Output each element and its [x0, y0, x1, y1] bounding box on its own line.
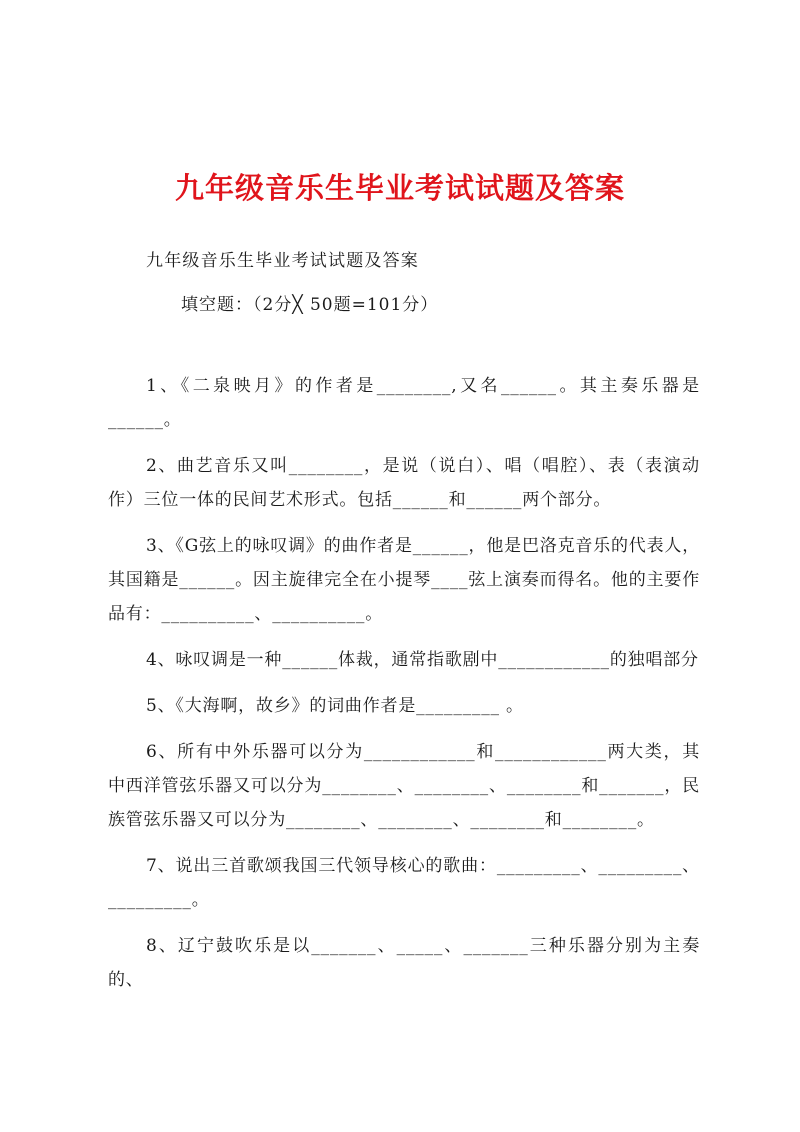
- question-item: [108, 929, 700, 997]
- section-heading: 填空题：（2分╳ 50题=101分）: [181, 295, 439, 315]
- question-text: 3、《G弦上的咏叹调》的曲作者是______，他是巴洛克音乐的代表人，其国籍是______。因主旋律完全在小提琴____弦上演奏而得名。他的主要作品有：__________、__________。: [108, 536, 700, 624]
- question-text: 5、《大海啊，故乡》的词曲作者是_________ 。: [146, 696, 524, 716]
- question-text: 6、所有中外乐器可以分为____________和____________两大类，其中西洋管弦乐器又可以分为________、________、________和_______，民族管弦乐器又可以分为________、________、________和________。: [108, 742, 700, 830]
- question-item: [108, 643, 700, 677]
- question-item: [108, 849, 700, 917]
- document-subtitle: 九年级音乐生毕业考试试题及答案: [146, 251, 419, 271]
- question-item: [108, 529, 700, 631]
- question-text: 7、说出三首歌颂我国三代领导核心的歌曲：_________、_________、_________。: [108, 856, 700, 910]
- question-item: [108, 369, 700, 437]
- question-text: 8、辽宁鼓吹乐是以_______、_____、_______三种乐器分别为主奏的、: [108, 936, 700, 990]
- question-item: [108, 689, 700, 723]
- question-list: [108, 369, 700, 1009]
- question-text: 2、曲艺音乐又叫________，是说（说白）、唱（唱腔）、表（表演动作）三位一体的民间艺术形式。包括______和______两个部分。: [108, 456, 700, 510]
- question-item: [108, 735, 700, 837]
- question-item: [108, 449, 700, 517]
- question-text: 1、《二泉映月》的作者是________,又名______。其主奏乐器是______。: [108, 376, 700, 430]
- question-text: 4、咏叹调是一种______体裁，通常指歌剧中____________的独唱部分: [146, 650, 699, 670]
- document-title: 九年级音乐生毕业考试试题及答案: [174, 171, 625, 205]
